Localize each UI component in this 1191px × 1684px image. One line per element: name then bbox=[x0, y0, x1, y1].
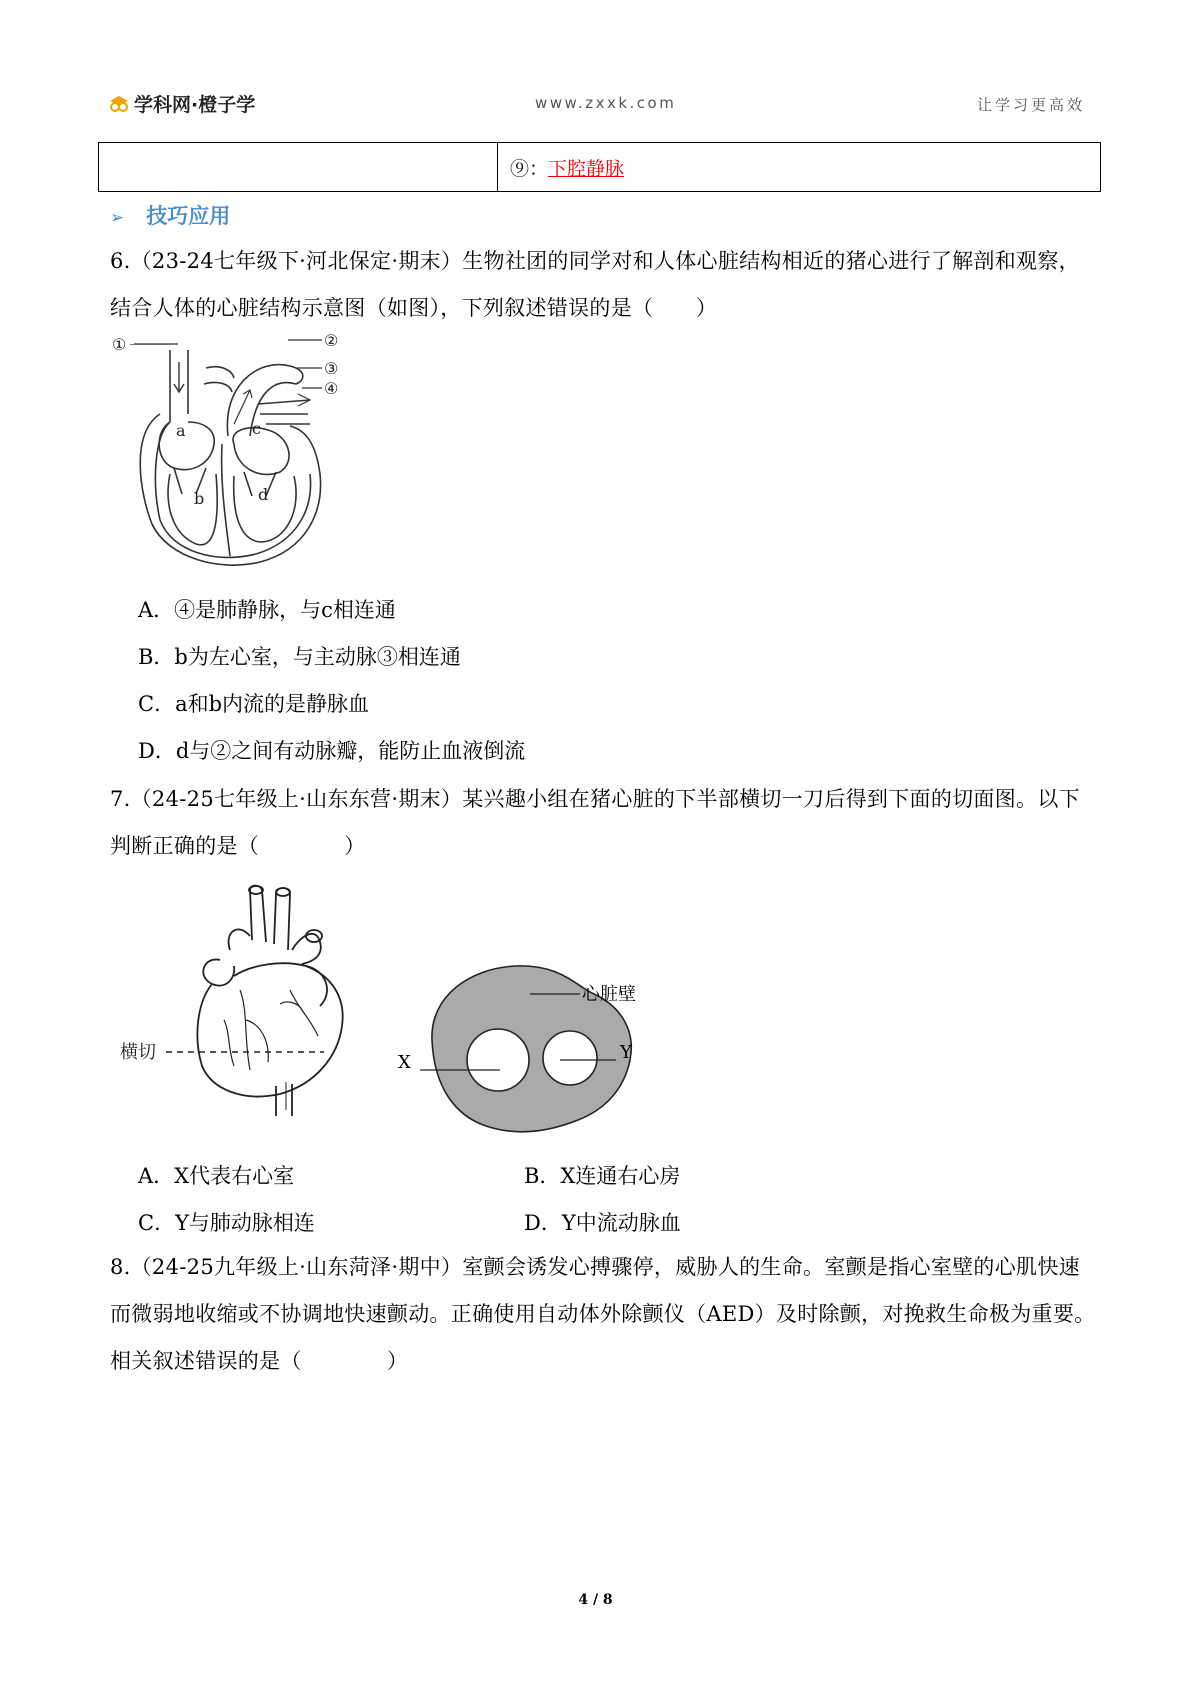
q7-stem: 7.（24-25七年级上·山东东营·期末）某兴趣小组在猪心脏的下半部横切一刀后得到下面的切面图。以下判断正确的是（ ） bbox=[110, 787, 1080, 858]
answer-table bbox=[98, 142, 1101, 192]
table-row bbox=[99, 143, 1101, 192]
q7-option-b[interactable]: B．X连通右心房 bbox=[524, 1164, 681, 1188]
q6-label-1: ① bbox=[112, 335, 127, 354]
q7-option-c[interactable]: C．Y与肺动脉相连 bbox=[138, 1211, 315, 1235]
arrow-bullet-icon: ➢ bbox=[110, 208, 125, 228]
q6-label-c: c bbox=[252, 419, 261, 438]
table-cell-left bbox=[99, 143, 498, 192]
table-cell-right bbox=[498, 143, 1101, 192]
chamber-x bbox=[467, 1029, 529, 1091]
site-slogan: 让学习更高效 bbox=[977, 96, 1086, 114]
site-logo bbox=[108, 90, 255, 117]
q8-stem: 8.（24-25九年级上·山东菏泽·期中）室颤会诱发心搏骤停，威胁人的生命。室颤是指心室壁的心肌快速而微弱地收缩或不协调地快速颤动。正确使用自动体外除颤仪（AED）及时除颤，对挽救生命极为重要。相关叙述错误的是（ ） bbox=[110, 1255, 1096, 1373]
q7-wall-label: 心脏壁 bbox=[582, 984, 636, 1005]
q6-label-layer bbox=[110, 324, 370, 564]
q7-y-label: Y bbox=[620, 1042, 632, 1063]
answer-prefix: ⑨： bbox=[510, 157, 549, 180]
q7-cross-section-diagram bbox=[420, 960, 680, 1150]
q7-x-label: X bbox=[398, 1052, 411, 1073]
site-url[interactable]: www.zxxk.com bbox=[535, 94, 677, 112]
page-header bbox=[0, 82, 1191, 122]
q6-label-b: b bbox=[194, 489, 205, 508]
answer-text: 下腔静脉 bbox=[548, 157, 625, 180]
q6-label-d: d bbox=[258, 485, 269, 504]
logo-text: 学科网·橙子学 bbox=[134, 94, 256, 116]
section-heading bbox=[110, 200, 230, 230]
q7-cut-label: 横切 bbox=[120, 1042, 156, 1063]
section-title: 技巧应用 bbox=[146, 204, 231, 228]
q6-option-b[interactable]: B．b为左心室，与主动脉③相连通 bbox=[138, 645, 461, 669]
q6-option-a[interactable]: A．④是肺静脉，与c相连通 bbox=[138, 598, 396, 622]
q7-option-d[interactable]: D．Y中流动脉血 bbox=[524, 1211, 681, 1235]
q7-option-a[interactable]: A．X代表右心室 bbox=[138, 1164, 295, 1188]
q6-stem: 6.（23-24七年级下·河北保定·期末）生物社团的同学对和人体心脏结构相近的猪心进行了解剖和观察，结合人体的心脏结构示意图（如图），下列叙述错误的是（ ） bbox=[110, 249, 1080, 320]
q6-label-4: ④ bbox=[324, 379, 339, 398]
q7-heart-exterior-diagram bbox=[120, 880, 380, 1120]
q6-label-a: a bbox=[176, 421, 186, 440]
q6-label-2: ② bbox=[324, 331, 339, 350]
chamber-y bbox=[543, 1031, 597, 1085]
page-number: 4 / 8 bbox=[578, 1592, 613, 1608]
q6-option-d[interactable]: D．d与②之间有动脉瓣，能防止血液倒流 bbox=[138, 739, 526, 763]
q6-label-3: ③ bbox=[324, 359, 339, 378]
logo-badge-icon bbox=[108, 95, 130, 113]
q6-option-c[interactable]: C．a和b内流的是静脉血 bbox=[138, 692, 370, 716]
